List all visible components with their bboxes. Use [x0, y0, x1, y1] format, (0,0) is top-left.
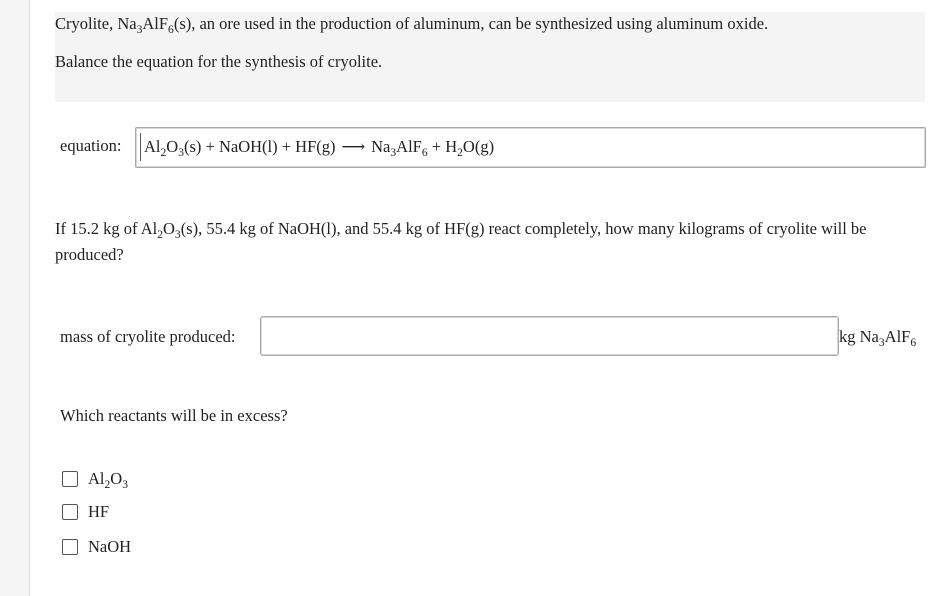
subscript: 3	[390, 147, 397, 160]
subscript: 3	[174, 229, 181, 242]
checkbox[interactable]	[62, 539, 78, 555]
equation-text	[144, 137, 495, 160]
eq-part: O	[166, 137, 179, 156]
option-label: HF	[88, 502, 110, 521]
option-text: Al	[88, 469, 105, 488]
subscript: 3	[878, 337, 885, 350]
prompt-line-2: Balance the equation for the synthesis of cryolite.	[55, 52, 383, 71]
option-text: O	[110, 469, 123, 488]
subscript: 3	[136, 24, 143, 37]
prompt-text: AlF	[142, 14, 169, 33]
subscript: 2	[157, 229, 163, 242]
reaction-arrow-icon: ⟶	[341, 137, 366, 156]
excess-question: Which reactants will be in excess?	[60, 406, 288, 425]
equation-input[interactable]	[135, 127, 926, 168]
subscript: 2	[104, 479, 111, 492]
mass-question	[55, 216, 930, 268]
subscript: 6	[421, 147, 428, 160]
left-frame	[0, 0, 30, 596]
question-text: O	[162, 219, 175, 238]
prompt-box	[55, 12, 925, 102]
prompt-text: (s), an ore used in the production of aluminum, can be synthesized using aluminum oxide.	[173, 14, 769, 33]
subscript: 2	[457, 147, 463, 160]
mass-input[interactable]	[260, 316, 839, 356]
eq-part: AlF	[396, 137, 422, 156]
eq-part: + H	[427, 137, 458, 156]
text-cursor	[140, 133, 141, 161]
equation-label: equation:	[60, 136, 122, 155]
option-label	[88, 469, 128, 492]
eq-part: Al	[144, 137, 161, 156]
checkbox[interactable]	[62, 504, 78, 520]
unit-text: AlF	[884, 327, 911, 346]
subscript: 3	[122, 479, 128, 492]
subscript: 2	[160, 147, 167, 160]
mass-unit	[839, 327, 917, 350]
eq-part: Na	[371, 137, 391, 156]
subscript: 3	[178, 147, 184, 160]
subscript: 6	[910, 337, 917, 350]
eq-part: (s) + NaOH(l) + HF(g)	[183, 137, 336, 156]
unit-text: kg Na	[839, 327, 879, 346]
option-label: NaOH	[88, 537, 132, 556]
checkbox[interactable]	[62, 471, 78, 487]
prompt-text: Cryolite, Na	[55, 14, 137, 33]
question-text: (s), 55.4 kg of NaOH(l), and 55.4 kg of HF(g) react completely, how many kilograms of cryolite will be produced?	[55, 219, 867, 264]
eq-part: O(g)	[462, 137, 495, 156]
mass-row	[60, 316, 940, 360]
subscript: 6	[168, 24, 174, 37]
prompt-line-1	[55, 14, 769, 37]
mass-label: mass of cryolite produced:	[60, 327, 236, 346]
question-text: If 15.2 kg of Al	[55, 219, 158, 238]
